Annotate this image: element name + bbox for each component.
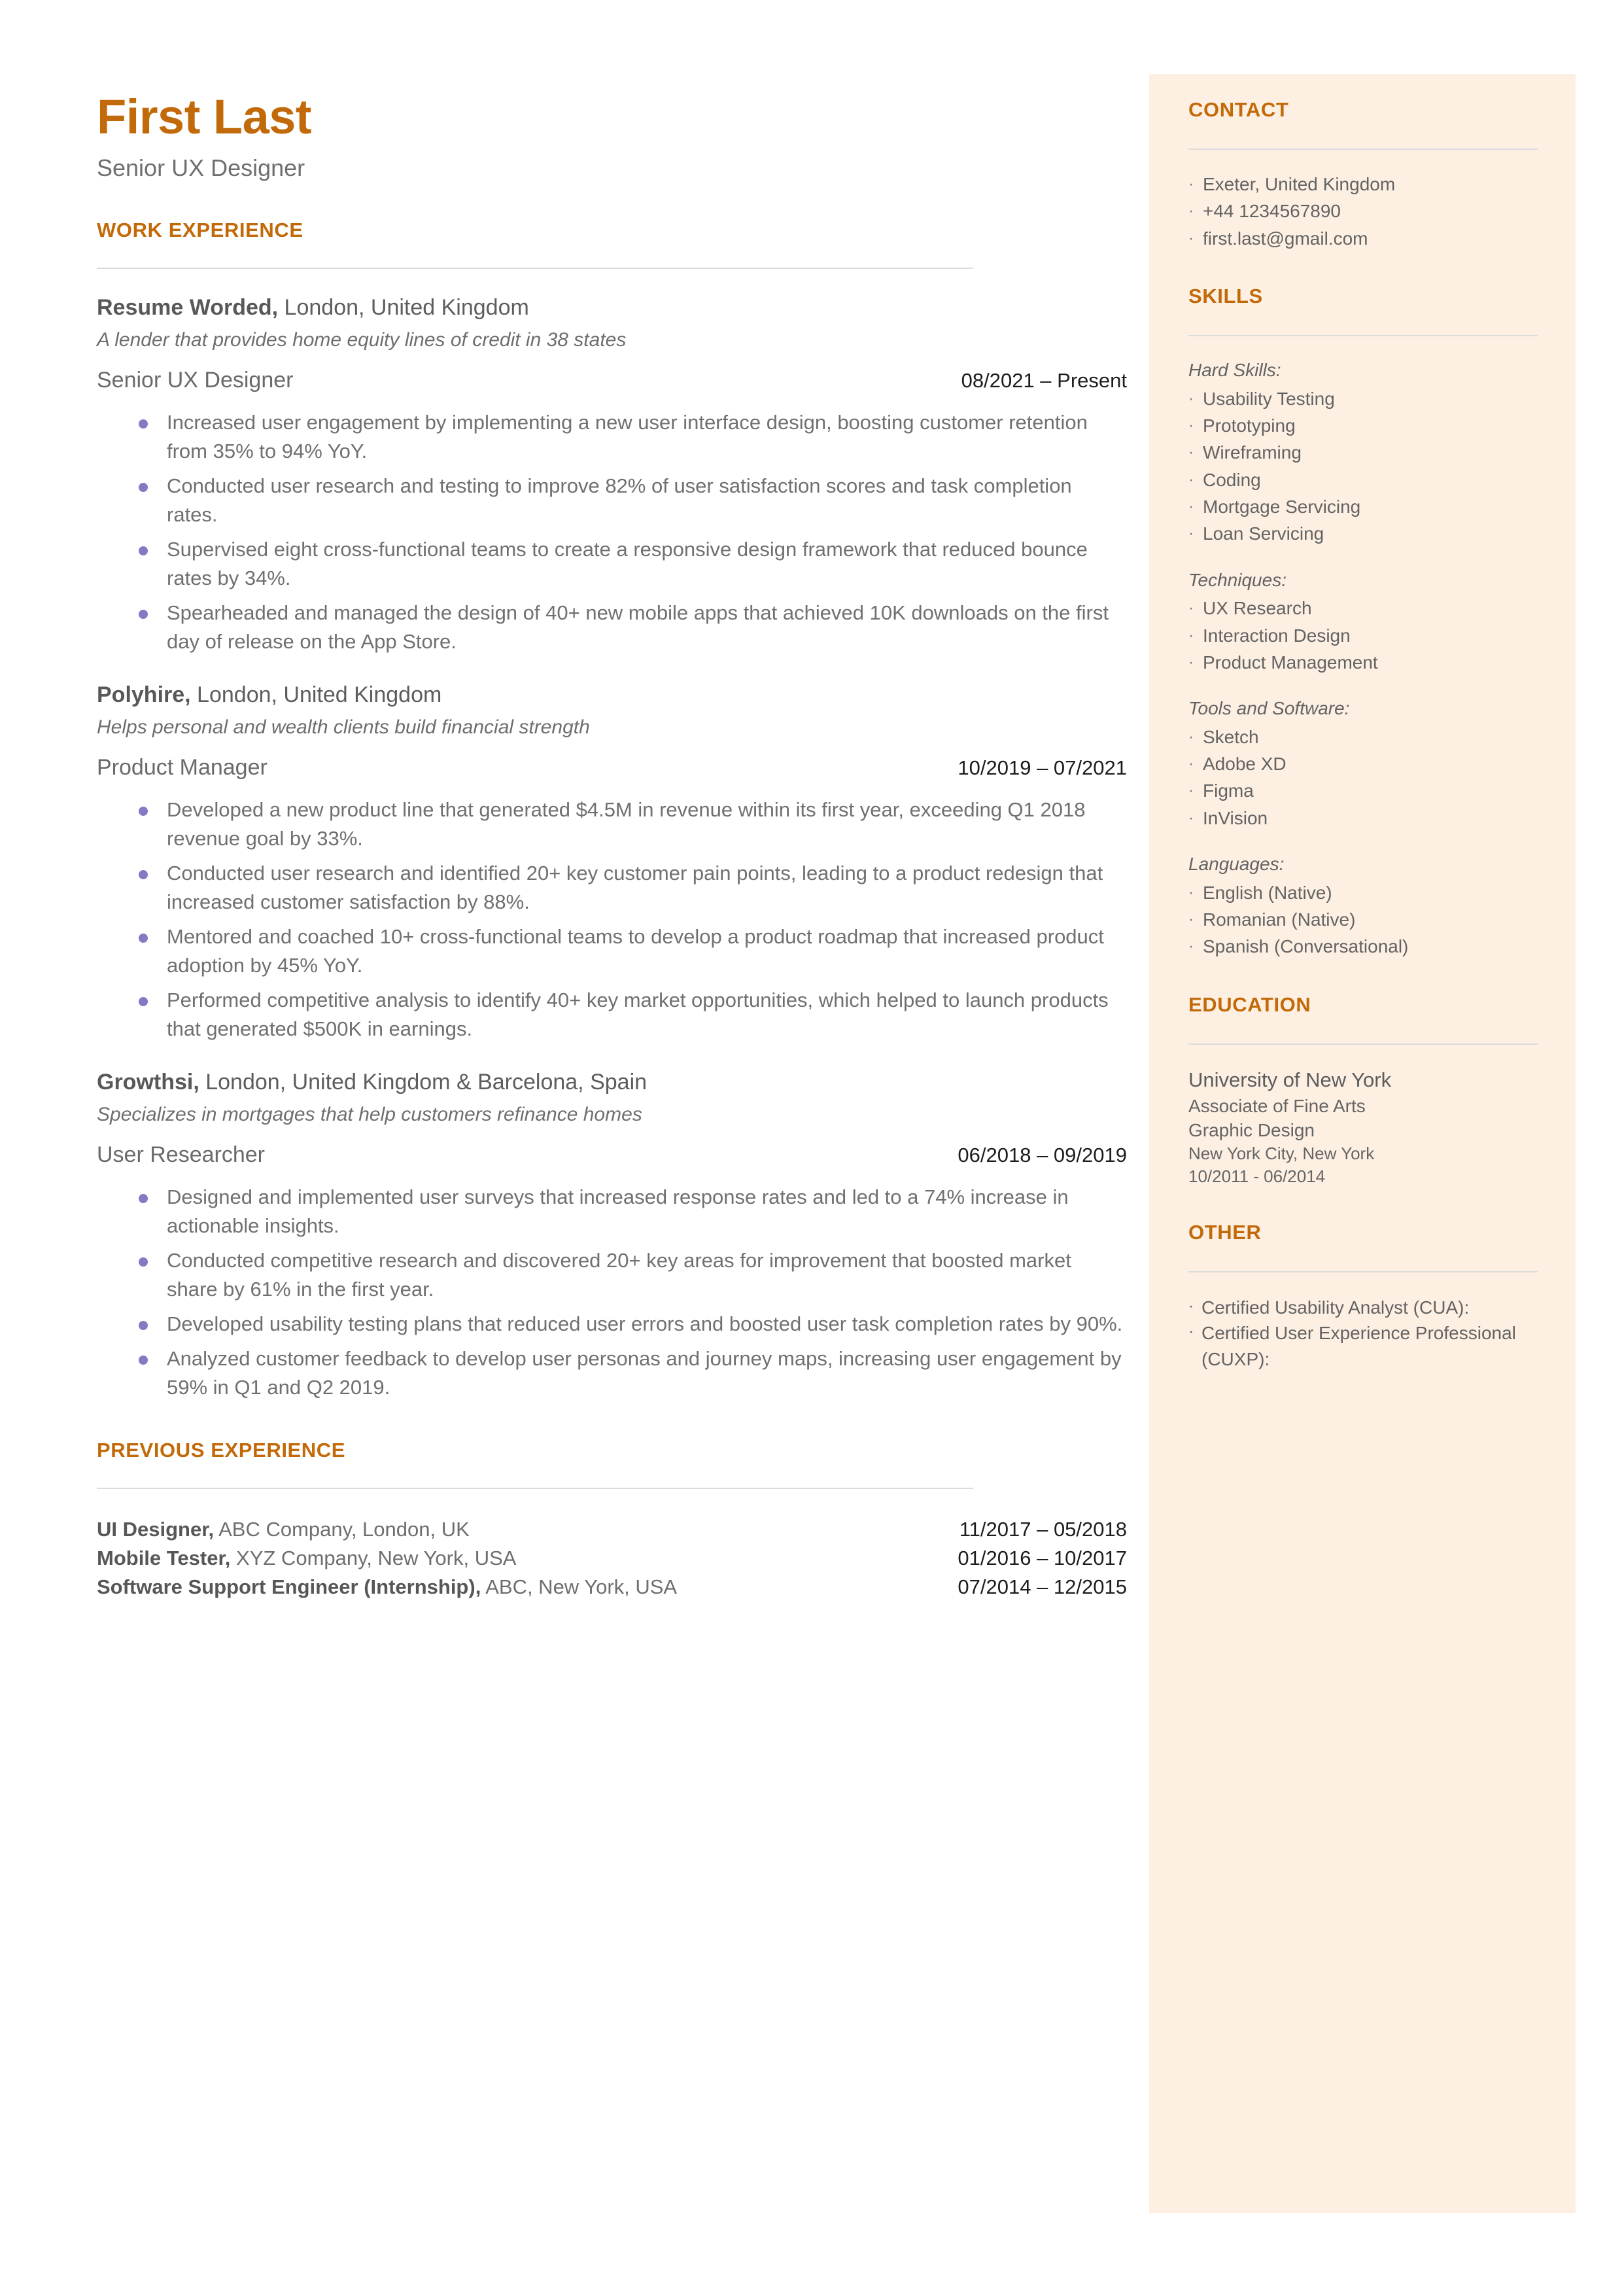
skill-item [1188, 650, 1538, 675]
previous-experience-title: Software Support Engineer (Internship), [97, 1575, 481, 1598]
education-dates: 10/2011 - 06/2014 [1188, 1166, 1326, 1186]
job-company-description: A lender that provides home equity lines of credit in 38 states [97, 329, 627, 351]
job-dates: 08/2021 – Present [961, 368, 1127, 392]
job-company-description: Specializes in mortgages that help customers refinance homes [97, 1104, 642, 1126]
skill-item [1188, 779, 1538, 803]
job-company-location: London, United Kingdom [278, 294, 529, 320]
sidebar-heading-other: OTHER [1188, 1221, 1262, 1244]
skills-group-label: Techniques: [1188, 569, 1287, 590]
skill-item-text: Usability Testing [1203, 388, 1335, 409]
bullet-icon: · [1188, 781, 1194, 800]
bullet-icon: · [1188, 883, 1194, 902]
skill-item-text: InVision [1203, 807, 1268, 828]
previous-experience-dates: 07/2014 – 12/2015 [958, 1575, 1127, 1598]
job-title-row [97, 1142, 1127, 1168]
bullet-icon: · [1188, 416, 1194, 435]
skills-group-label: Tools and Software: [1188, 698, 1350, 719]
sidebar [1149, 74, 1576, 2213]
skill-item [1188, 495, 1538, 519]
skill-item [1188, 907, 1538, 932]
skill-item [1188, 752, 1538, 777]
main-column [97, 92, 1127, 1602]
bullet-icon: · [1188, 727, 1194, 746]
job-company [97, 294, 1127, 322]
job-bullet: Performed competitive analysis to identify 40+ key market opportunities, which helped to launch products that generated $500K in earnings. [97, 986, 1127, 1043]
job-bullet: Spearheaded and managed the design of 40+ new mobile apps that achieved 10K downloads on the first day of release on the App Store. [97, 599, 1127, 656]
skill-item-text: English (Native) [1203, 882, 1332, 903]
job-company-description: Helps personal and wealth clients build financial strength [97, 716, 590, 739]
contact-item-text: first.last@gmail.com [1203, 228, 1368, 249]
job-company [97, 681, 1127, 709]
job-bullet-list [97, 796, 1127, 1043]
contact-item [1188, 199, 1538, 224]
job-dates: 10/2019 – 07/2021 [958, 756, 1127, 779]
previous-experience-title: UI Designer, [97, 1517, 215, 1541]
bullet-icon: · [1188, 808, 1194, 827]
education-degree: Associate of Fine Arts [1188, 1095, 1366, 1116]
skill-item [1188, 387, 1538, 412]
bullet-icon: · [1188, 754, 1194, 773]
job-bullet: Developed a new product line that generated $4.5M in revenue within its first year, exceeding Q1 2018 revenue goal by 33%. [97, 796, 1127, 853]
other-item [1188, 1295, 1538, 1320]
previous-experience-row [97, 1544, 1127, 1573]
other-item [1188, 1320, 1538, 1371]
sidebar-heading-contact: CONTACT [1188, 98, 1289, 121]
job-title: Senior UX Designer [97, 367, 294, 393]
skills-group-gap [1188, 833, 1538, 852]
job-title: User Researcher [97, 1142, 265, 1167]
previous-experience-row [97, 1515, 1127, 1544]
job-title: Product Manager [97, 754, 268, 780]
header-role: Senior UX Designer [97, 154, 305, 181]
job-bullet: Designed and implemented user surveys that increased response rates and led to a 74% increase in actionable insights. [97, 1183, 1127, 1240]
bullet-icon: · [1188, 909, 1194, 928]
skill-item [1188, 468, 1538, 493]
page-title: First Last [97, 90, 312, 144]
previous-experience-list [97, 1515, 1127, 1602]
previous-experience-company: ABC, New York, USA [481, 1575, 678, 1598]
contact-item-text: Exeter, United Kingdom [1203, 174, 1396, 195]
job-company [97, 1068, 1127, 1096]
other-list [1188, 1295, 1538, 1372]
previous-experience-label [97, 1515, 470, 1544]
work-experience-list [97, 294, 1127, 1402]
job-company-location: London, United Kingdom [190, 682, 442, 707]
bullet-icon: · [1188, 389, 1194, 408]
bullet-icon: · [1188, 443, 1194, 462]
skills-group-gap [1188, 677, 1538, 697]
bullet-icon: · [1188, 652, 1194, 671]
job-bullet: Conducted competitive research and discovered 20+ key areas for improvement that boosted market share by 61% in the first year. [97, 1246, 1127, 1304]
previous-experience-label [97, 1544, 516, 1573]
skill-item-text: Loan Servicing [1203, 523, 1324, 544]
bullet-icon: · [1188, 228, 1194, 247]
job-bullet: Conducted user research and testing to improve 82% of user satisfaction scores and task completion rates. [97, 472, 1127, 529]
skill-item-text: Spanish (Conversational) [1203, 936, 1409, 957]
section-divider [97, 268, 973, 269]
bullet-icon: · [1188, 1297, 1194, 1316]
bullet-icon: · [1188, 1322, 1194, 1341]
sidebar-heading-skills: SKILLS [1188, 285, 1263, 308]
skill-item [1188, 725, 1538, 750]
job-entry [97, 1068, 1127, 1402]
bullet-icon: · [1188, 524, 1194, 543]
skill-item [1188, 596, 1538, 621]
skill-item-text: Coding [1203, 469, 1261, 490]
skill-item [1188, 623, 1538, 648]
education-school: University of New York [1188, 1068, 1392, 1091]
job-bullet: Analyzed customer feedback to develop user personas and journey maps, increasing user engagement by 59% in Q1 and Q2 2019. [97, 1344, 1127, 1402]
bullet-icon: · [1188, 937, 1194, 956]
job-company-location: London, United Kingdom & Barcelona, Spain [199, 1069, 648, 1095]
education-location: New York City, New York [1188, 1144, 1375, 1164]
skill-item [1188, 413, 1538, 438]
skill-item-text: Mortgage Servicing [1203, 497, 1361, 517]
job-entry [97, 294, 1127, 656]
education-field: Graphic Design [1188, 1119, 1315, 1140]
section-divider [97, 1488, 973, 1489]
sidebar-divider [1188, 149, 1538, 150]
previous-experience-label [97, 1573, 677, 1602]
job-company-name: Polyhire, [97, 682, 191, 707]
skill-item [1188, 521, 1538, 546]
sidebar-divider [1188, 1271, 1538, 1272]
job-company-name: Resume Worded, [97, 294, 279, 320]
bullet-icon: · [1188, 599, 1194, 618]
skill-item [1188, 934, 1538, 959]
skills-group-gap [1188, 549, 1538, 569]
other-item-text: Certified User Experience Professional (CUXP): [1201, 1323, 1516, 1369]
contact-item-text: +44 1234567890 [1203, 201, 1341, 222]
bullet-icon: · [1188, 625, 1194, 644]
previous-experience-dates: 11/2017 – 05/2018 [959, 1517, 1127, 1541]
skill-item-text: UX Research [1203, 598, 1312, 619]
skill-item-text: Wireframing [1203, 442, 1302, 463]
previous-experience-title: Mobile Tester, [97, 1546, 231, 1569]
job-company-name: Growthsi, [97, 1069, 199, 1095]
skills-list [1188, 359, 1538, 959]
skill-item-text: Interaction Design [1203, 625, 1351, 646]
job-bullet-list [97, 408, 1127, 656]
job-entry [97, 681, 1127, 1043]
other-item-text: Certified Usability Analyst (CUA): [1201, 1297, 1470, 1318]
section-heading-work-experience: WORK EXPERIENCE [97, 218, 303, 241]
sidebar-divider [1188, 335, 1538, 336]
skills-group-label: Hard Skills: [1188, 360, 1281, 381]
sidebar-divider [1188, 1043, 1538, 1045]
bullet-icon: · [1188, 175, 1194, 194]
job-title-row [97, 754, 1127, 781]
bullet-icon: · [1188, 201, 1194, 220]
contact-item [1188, 226, 1538, 251]
job-bullet: Developed usability testing plans that reduced user errors and boosted user task completion rates by 90%. [97, 1310, 1127, 1339]
previous-experience-company: ABC Company, London, UK [214, 1517, 470, 1541]
job-bullet: Conducted user research and identified 20+ key customer pain points, leading to a product redesign that increased customer satisfaction by 88%. [97, 859, 1127, 917]
skill-item-text: Sketch [1203, 726, 1259, 747]
skill-item-text: Prototyping [1203, 415, 1296, 436]
previous-experience-row [97, 1573, 1127, 1602]
previous-experience-dates: 01/2016 – 10/2017 [958, 1546, 1127, 1569]
job-bullet: Increased user engagement by implementing a new user interface design, boosting customer retention from 35% to 94% YoY. [97, 408, 1127, 466]
skill-item [1188, 440, 1538, 465]
skill-item-text: Romanian (Native) [1203, 909, 1356, 930]
skill-item-text: Adobe XD [1203, 754, 1287, 775]
skill-item-text: Figma [1203, 780, 1254, 801]
previous-experience-company: XYZ Company, New York, USA [230, 1546, 517, 1569]
skills-group-label: Languages: [1188, 854, 1285, 875]
education-entry [1188, 1067, 1538, 1188]
contact-item [1188, 172, 1538, 197]
contact-list [1188, 172, 1538, 251]
sidebar-heading-education: EDUCATION [1188, 992, 1311, 1016]
skill-item [1188, 806, 1538, 831]
skill-item [1188, 881, 1538, 905]
bullet-icon: · [1188, 470, 1194, 489]
job-dates: 06/2018 – 09/2019 [958, 1143, 1127, 1166]
job-bullet: Supervised eight cross-functional teams to create a responsive design framework that reduced bounce rates by 34%. [97, 535, 1127, 593]
job-bullet: Mentored and coached 10+ cross-functional teams to develop a product roadmap that increased product adoption by 45% YoY. [97, 922, 1127, 980]
job-bullet-list [97, 1183, 1127, 1402]
bullet-icon: · [1188, 497, 1194, 516]
job-title-row [97, 367, 1127, 394]
skill-item-text: Product Management [1203, 652, 1378, 673]
section-heading-previous-experience: PREVIOUS EXPERIENCE [97, 1438, 346, 1462]
